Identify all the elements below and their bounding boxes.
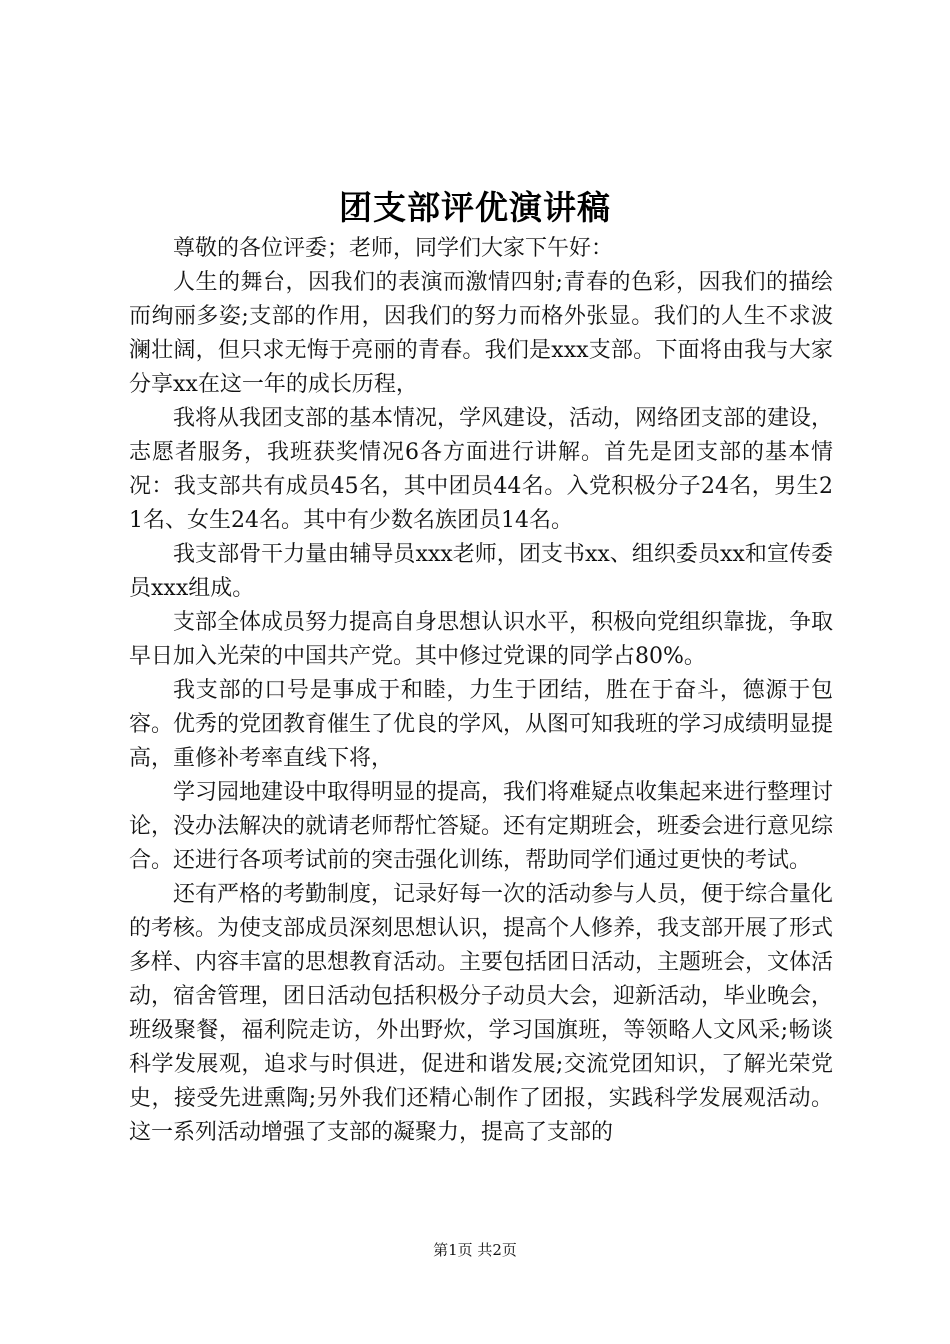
page-footer: 第1页 共2页	[433, 1241, 517, 1259]
paragraph-study-garden: 学习园地建设中取得明显的提高，我们将难疑点收集起来进行整理讨论，没办法解决的就请老师帮忙答疑。还有定期班会，班委会进行意见综合。还进行各项考试前的突击强化训练，帮助同学们通过更快的考试。	[129, 780, 834, 873]
paragraph-core-members: 我支部骨干力量由辅导员xxx老师，团支书xx、组织委员xx和宣传委员xxx组成。	[129, 542, 833, 601]
document-title: 团支部评优演讲稿	[339, 188, 611, 227]
paragraph-party-study: 支部全体成员努力提高自身思想认识水平，积极向党组织靠拢，争取早日加入光荣的中国共产党。其中修过党课的同学占80%。	[129, 610, 834, 669]
document-body	[129, 232, 833, 1150]
paragraph-basic-info: 我将从我团支部的基本情况，学风建设，活动，网络团支部的建设，志愿者服务，我班获奖情况6各方面进行讲解。首先是团支部的基本情况：我支部共有成员45名，其中团员44名。入党积极分子24名，男生21名、女生24名。其中有少数名族团员14名。	[129, 406, 834, 533]
paragraph-greeting: 尊敬的各位评委；老师，同学们大家下午好：	[173, 236, 614, 261]
paragraph-slogan: 我支部的口号是事成于和睦，力生于团结，胜在于奋斗，德源于包容。优秀的党团教育催生了优良的学风，从图可知我班的学习成绩明显提高，重修补考率直线下将，	[129, 678, 834, 771]
paragraph-intro: 人生的舞台，因我们的表演而激情四射;青春的色彩，因我们的描绘而绚丽多姿;支部的作用，因我们的努力而格外张显。我们的人生不求波澜壮阔，但只求无悔于亮丽的青春。我们是xxx支部。下面将由我与大家分享xx在这一年的成长历程，	[129, 270, 833, 397]
paragraph-activities: 还有严格的考勤制度，记录好每一次的活动参与人员，便于综合量化的考核。为使支部成员深刻思想认识，提高个人修养，我支部开展了形式多样、内容丰富的思想教育活动。主要包括团日活动，主题班会，文体活动，宿舍管理，团日活动包括积极分子动员大会，迎新活动，毕业晚会，班级聚餐，福利院走访，外出野炊，学习国旗班，等领略人文风采;畅谈科学发展观，追求与时俱进，促进和谐发展;交流党团知识，了解光荣党史，接受先进熏陶;另外我们还精心制作了团报，实践科学发展观活动。这一系列活动增强了支部的凝聚力，提高了支部的	[129, 882, 834, 1145]
